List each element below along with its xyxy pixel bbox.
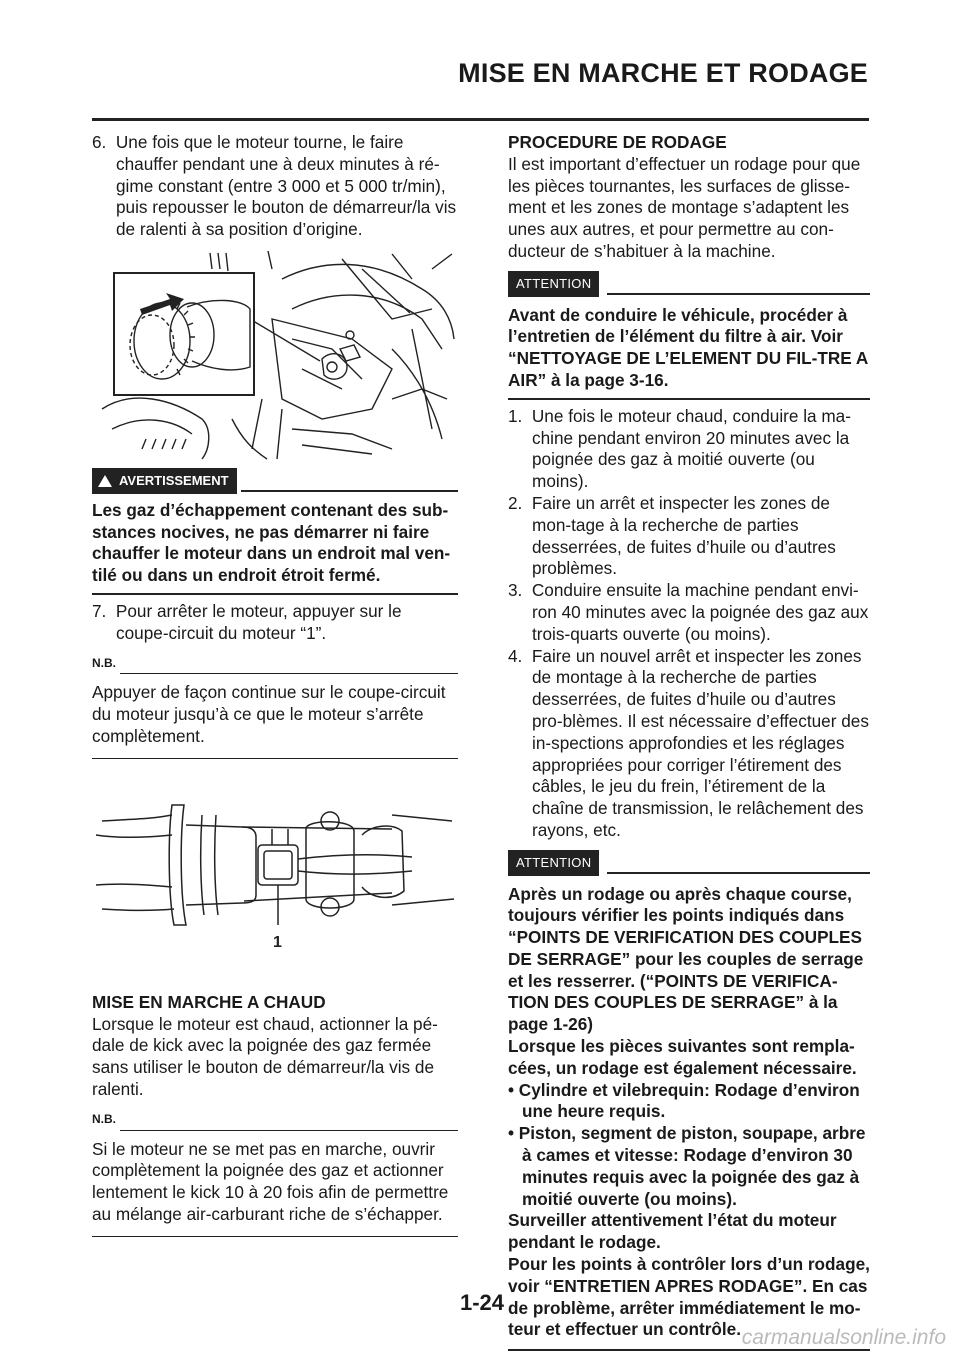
nb-1-text: Appuyer de façon continue sur le coupe-circuit du moteur jusqu’à ce que le moteur s’arrête complètement. (92, 682, 446, 746)
nb-header-1 (92, 653, 458, 675)
warning-header (92, 468, 458, 494)
attention-2-bullet-1: • Cylindre et vilebrequin: Rodage d’environ une heure requis. (508, 1079, 860, 1122)
attention-2-para-2: Lorsque les pièces suivantes sont rempla-cées, un rodage est également nécessaire. (508, 1036, 857, 1078)
attention-2-block (508, 884, 870, 1342)
attention-badge-1: ATTENTION (508, 271, 599, 297)
nb-1-end-rule (92, 758, 458, 759)
attention-badge-2: ATTENTION (508, 850, 599, 876)
left-column (92, 132, 458, 1237)
step-7: 7. Pour arrêter le moteur, appuyer sur le coupe-circuit du moteur “1”. (92, 600, 402, 643)
header-rule (92, 118, 869, 121)
warm-start-heading: MISE EN MARCHE A CHAUD (92, 991, 326, 1012)
rodage-text: Il est important d’effectuer un rodage pour que les pièces tournantes, les surfaces de glisse-ment et les zones de montage s’adaptent les unes aux autres, et pour permettre au con-ducteur de s’habituer à la machine. (508, 153, 861, 261)
rodage-step-3: 3. Conduire ensuite la machine pendant envi-ron 40 minutes avec la poignée des gaz aux trois-quarts ouverte (ou moins). (508, 580, 869, 644)
attention-header-1 (508, 271, 870, 297)
right-column (508, 132, 870, 1351)
rodage-heading: PROCEDURE DE RODAGE (508, 132, 727, 152)
warning-end-rule (92, 593, 458, 595)
attention-2-para-1: Après un rodage ou après chaque course, toujours vérifier les points indiqués dans “POINTS DE VERIFICATION DES COUPLES DE SERRAGE” pour les couples de serrage et les resserrer. (“POINTS DE VERIFICA-TION DES COUPLES DE SERRAGE” à la page 1-26) (508, 883, 864, 1035)
nb-header-2 (92, 1109, 458, 1131)
warning-label: AVERTISSEMENT (119, 472, 229, 488)
rodage-step-1: 1. Une fois le moteur chaud, conduire la ma-chine pendant environ 20 minutes avec la poignée des gaz à moitié ouverte (ou moins). (508, 405, 851, 492)
footer-watermark: carmanualsonline.info (741, 1326, 946, 1349)
nb-2-text: Si le moteur ne se met pas en marche, ouvrir complètement la poignée des gaz et actionner lentement le kick 10 à 20 fois afin de permettre au mélange air-carburant riche de s’échapper. (92, 1138, 449, 1224)
engine-throttle-illustration (92, 249, 458, 464)
attention-2-para-4: Pour les points à contrôler lors d’un rodage, voir “ENTRETIEN APRES RODAGE”. En cas de problème, arrêter immédiatement le mo-teur et effectuer un contrôle. (508, 1254, 870, 1340)
attention-1-end-rule (508, 398, 870, 400)
figure-handlebar-switch (92, 775, 458, 980)
rodage-step-2: 2. Faire un arrêt et inspecter les zones de mon-tage à la recherche de parties desserrées, de fuites d’huile ou d’autres problèmes. (508, 492, 836, 579)
page-title: MISE EN MARCHE ET RODAGE (458, 58, 868, 88)
warning-badge (92, 468, 237, 494)
nb-2-end-rule (92, 1236, 458, 1237)
rodage-step-4: 4. Faire un nouvel arrêt et inspecter les zones de montage à la recherche de parties desserrées, de fuites d’huile ou d’autres pro-blèmes. Il est nécessaire d’effectuer des in-spections approfondies et les réglages appropriées pour corriger l’étirement des câbles, le jeu du frein, l’étirement de la chaîne de transmission, le relâchement des rayons, etc. (508, 645, 869, 840)
nb-label-2: N.B. (92, 1111, 116, 1126)
warning-triangle-icon (98, 475, 112, 487)
figure-engine-throttle (92, 249, 458, 464)
warm-start-text: Lorsque le moteur est chaud, actionner la pé-dale de kick avec la poignée des gaz fermée sans utiliser le bouton de démarreur/la vis de ralenti. (92, 1013, 438, 1099)
figure-callout-1: 1 (273, 933, 282, 951)
attention-2-bullet-2: • Piston, segment de piston, soupape, arbre à cames et vitesse: Rodage d’environ 30 minutes requis avec la poignée des gaz à moitié ouverte (ou moins). (508, 1123, 866, 1209)
handlebar-switch-illustration (92, 775, 458, 980)
step-6: 6. Une fois que le moteur tourne, le faire chauffer pendant une à deux minutes à ré-gime constant (entre 3 000 et 5 000 tr/min), puis repousser le bouton de démarreur/la vis de ralenti à sa position d’origine. (92, 132, 457, 240)
warning-text: Les gaz d’échappement contenant des sub-stances nocives, ne pas démarrer ni faire chauffer le moteur dans un endroit mal ven-tilé ou dans un endroit étroit fermé. (92, 499, 451, 586)
page-number: 1-24 (460, 1290, 505, 1315)
attention-2-para-3: Surveiller attentivement l’état du moteur pendant le rodage. (508, 1210, 837, 1253)
attention-header-2 (508, 850, 870, 876)
nb-label-1: N.B. (92, 655, 116, 670)
attention-1-text: Avant de conduire le véhicule, procéder à l’entretien de l’élément du filtre à air. Voir “NETTOYAGE DE L’ELEMENT DU FIL-TRE A AIR” à la page 3-16. (508, 304, 868, 390)
